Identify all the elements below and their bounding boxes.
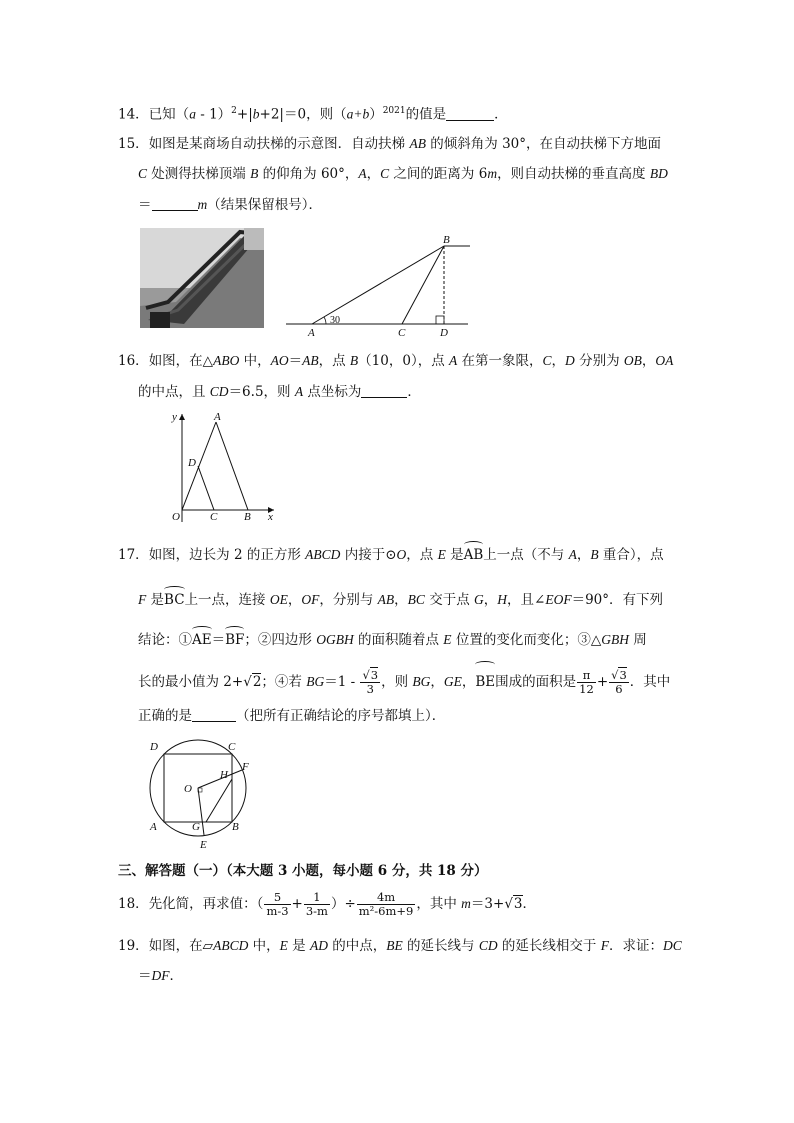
label-angle: 30 xyxy=(330,315,340,326)
escalator-photo xyxy=(140,228,264,328)
question-17-line-1: 17．如图，边长为 2 的正方形 ABCD 内接于⊙O，点 E 是AB上一点（不与 A，B 重合），点 xyxy=(118,547,664,563)
question-17-line-4: 长的最小值为 2+√2；④若 BG＝1 - $\frac{√3}{3}$ ，则 BG，GE，BE围成的面积是 $\frac{\pi}{12}$ + $\frac{√3}{6}$ ．其中 xyxy=(138,665,670,699)
fraction-5-over-m-3: $\frac{5}{m-3}$ xyxy=(266,890,289,918)
question-16-line-1: 16．如图，在△ABO 中，AO＝AB，点 B（10，0），点 A 在第一象限，C，D 分别为 OB，OA xyxy=(118,353,674,369)
label-a: A xyxy=(150,821,157,833)
label-a: A xyxy=(214,411,221,423)
question-17-line-5: 正确的是 （把所有正确结论的序号都填上）． xyxy=(138,708,446,724)
label-h: H xyxy=(220,769,228,781)
answer-blank[interactable] xyxy=(446,106,494,121)
label-c: C xyxy=(228,741,236,753)
label-y-axis: y xyxy=(172,411,177,423)
question-15-line-2: C 处测得扶梯顶端 B 的仰角为 60°，A，C 之间的距离为 6m，则自动扶梯的垂直高度 BD xyxy=(138,166,668,182)
label-x-axis: x xyxy=(268,511,273,523)
label-b: B xyxy=(232,821,239,833)
fraction-root3-over-6: $\frac{√3}{6}$ xyxy=(611,668,627,696)
fraction-4m-over-quadratic: $\frac{4m}{\text{m²-6m+9}}$ xyxy=(358,890,414,918)
question-15-line-1: 15．如图是某商场自动扶梯的示意图．自动扶梯 AB 的倾斜角为 30°，在自动扶梯下方地面 xyxy=(118,136,661,152)
question-16-line-2: 的中点，且 CD＝6.5，则 A 点坐标为 ． xyxy=(138,384,421,400)
label-o: O xyxy=(172,511,180,523)
label-d: D xyxy=(150,741,158,753)
label-c: C xyxy=(210,511,218,523)
label-d: D xyxy=(440,327,448,339)
label-a: A xyxy=(308,327,315,339)
question-19-line-2: ＝DF． xyxy=(138,968,183,984)
label-g: G xyxy=(192,821,200,833)
label-b: B xyxy=(244,511,251,523)
fraction-1-over-3-m: $\frac{1}{3-m}$ xyxy=(305,890,328,918)
fraction-root3-over-3: $\frac{√3}{3}$ xyxy=(362,668,379,696)
section-heading: 三、解答题（一）（本大题 3 小题，每小题 6 分，共 18 分） xyxy=(118,863,488,879)
question-19-line-1: 19．如图，在▱ABCD 中，E 是 AD 的中点，BE 的延长线与 CD 的延长线相交于 F．求证：DC xyxy=(118,938,682,954)
label-o: O xyxy=(184,783,192,795)
question-14: 14．已知（a - 1）$^2$+|b+2|＝0，则$(a+b)^{2021}$的值是 ． xyxy=(118,106,508,123)
circle-square-figure xyxy=(140,734,258,850)
question-17-line-3: 结论：①AE＝BF；②四边形 OGBH 的面积随着点 E 位置的变化而变化；③△GBH 周 xyxy=(138,632,647,648)
fraction-pi-over-12: $\frac{\pi}{12}$ xyxy=(579,668,594,696)
label-c: C xyxy=(398,327,406,339)
label-b: B xyxy=(443,234,450,246)
label-d: D xyxy=(188,457,196,469)
question-17-line-2: F 是BC上一点，连接 OE，OF，分别与 AB，BC 交于点 G，H，且∠EOF＝90°．有下列 xyxy=(138,592,664,608)
answer-blank[interactable] xyxy=(152,196,198,211)
label-f: F xyxy=(242,761,249,773)
escalator-diagram xyxy=(282,232,472,340)
label-e: E xyxy=(200,839,207,850)
answer-blank[interactable] xyxy=(192,707,236,722)
question-15-line-3: ＝ m（结果保留根号）． xyxy=(138,197,322,213)
triangle-coordinate-figure xyxy=(164,410,276,524)
answer-blank[interactable] xyxy=(361,383,407,398)
question-18: 18．先化简，再求值：（ $\frac{5}{m-3}$ + $\frac{1}{3-m}$ ）÷ $\frac{4m}{\text{m²-6m+9}}$ ，其中 m＝3+√3． xyxy=(118,890,537,918)
